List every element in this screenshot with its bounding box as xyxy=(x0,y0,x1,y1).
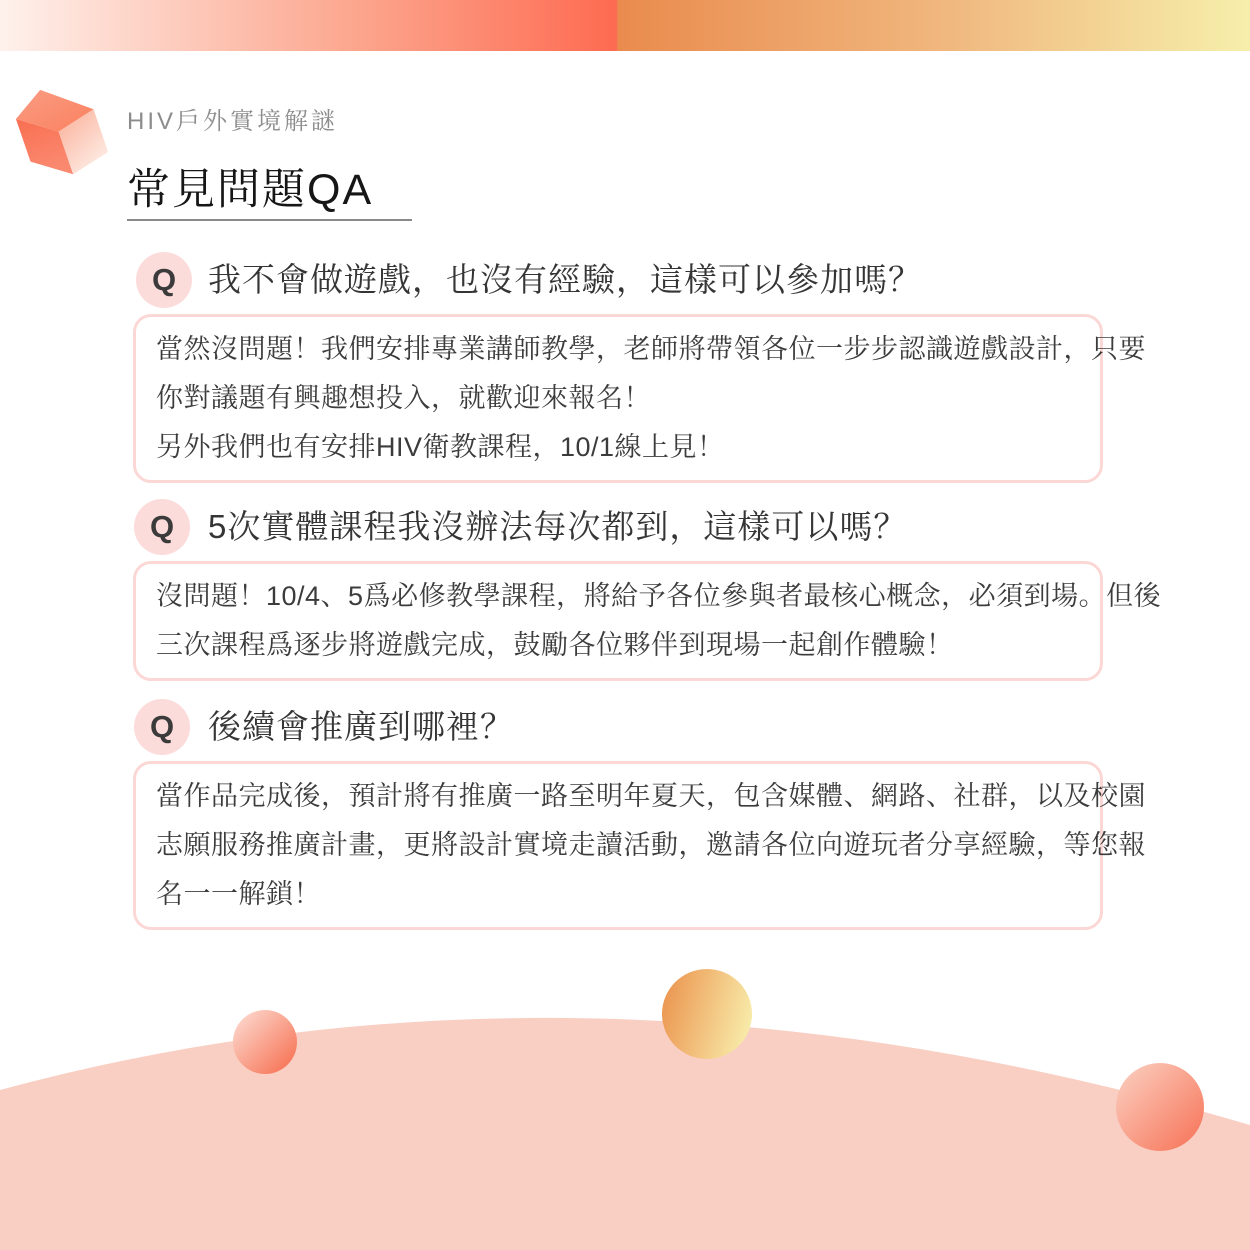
decor-circle-middle xyxy=(662,969,752,1059)
answer-box xyxy=(133,314,1146,483)
answer-line: 另外我們也有安排HIV衛教課程，10/1線上見！ xyxy=(156,432,725,462)
question-badge: Q xyxy=(134,699,190,755)
decor-circle-left xyxy=(233,1010,297,1074)
answer-line: 你對議題有興趣想投入，就歡迎來報名！ xyxy=(156,383,651,413)
top-gradient-bar xyxy=(0,0,1250,51)
question-text: 5次實體課程我沒辦法每次都到，這樣可以嗎？ xyxy=(208,508,908,545)
page-title: 常見問題QA xyxy=(127,166,374,214)
question-badge: Q xyxy=(134,499,190,555)
question-text: 後續會推廣到哪裡？ xyxy=(208,708,514,745)
question-badge: Q xyxy=(136,252,192,308)
answer-line: 當作品完成後，預計將有推廣一路至明年夏天，包含媒體、網路、社群，以及校園 xyxy=(156,781,1146,811)
answer-line: 三次課程爲逐步將遊戲完成，鼓勵各位夥伴到現場一起創作體驗！ xyxy=(156,630,954,660)
title-underline xyxy=(127,219,412,221)
cube-logo-icon xyxy=(14,86,111,183)
decor-circle-right xyxy=(1116,1063,1204,1151)
answer-line: 沒問題！10/4、5爲必修教學課程，將給予各位參與者最核心概念，必須到場。但後 xyxy=(156,581,1162,611)
brand-label: HIV戶外實境解謎 xyxy=(127,108,339,135)
answer-line: 名一一解鎖！ xyxy=(156,879,321,909)
answer-box xyxy=(133,761,1146,930)
answer-box xyxy=(133,561,1162,681)
question-text: 我不會做遊戲，也沒有經驗，這樣可以參加嗎？ xyxy=(208,261,922,298)
answer-line: 當然沒問題！我們安排專業講師教學，老師將帶領各位一步步認識遊戲設計，只要 xyxy=(156,334,1146,364)
answer-line: 志願服務推廣計畫，更將設計實境走讀活動，邀請各位向遊玩者分享經驗，等您報 xyxy=(156,830,1146,860)
